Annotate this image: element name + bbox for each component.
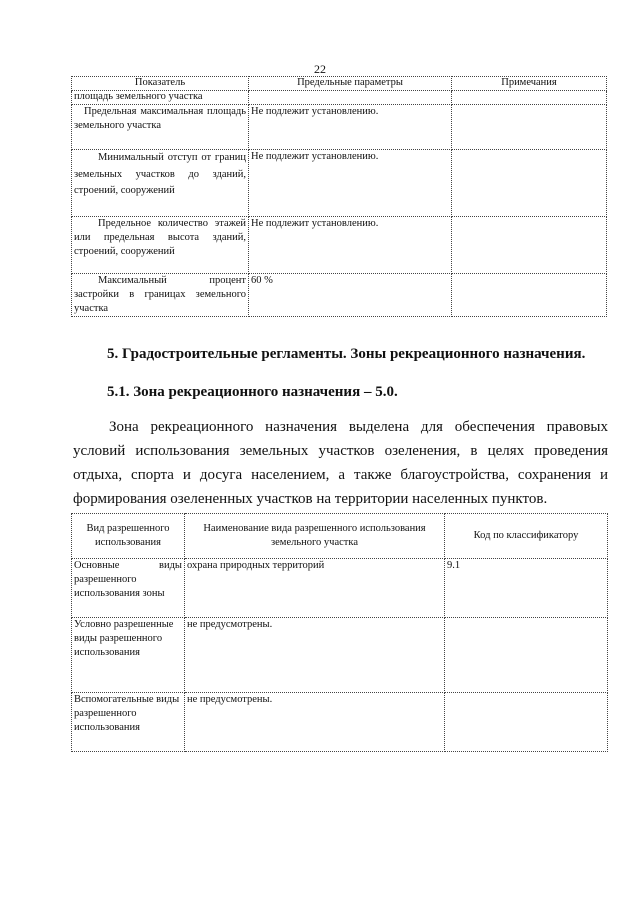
use-name-cell: не предусмотрены.	[185, 618, 445, 693]
indicator-cell	[72, 105, 249, 150]
params-cell	[249, 91, 452, 105]
column-header: Код по классификатору	[445, 514, 608, 559]
table-row	[72, 618, 608, 693]
table-row	[72, 91, 607, 105]
use-type-text: Основные виды разрешенного использования зоны	[74, 560, 182, 599]
indicator-cell: площадь земельного участка	[72, 91, 249, 105]
table-row	[72, 274, 607, 317]
notes-cell	[452, 150, 607, 217]
table-row	[72, 693, 608, 752]
column-header: Примечания	[452, 77, 607, 91]
use-type-cell	[72, 559, 185, 618]
section-heading: 5. Градостроительные регламенты. Зоны рекреационного назначения.	[107, 346, 586, 362]
table-header-row	[72, 77, 607, 91]
use-type-cell: Вспомогательные виды разрешенного использования	[72, 693, 185, 752]
permitted-use-table	[71, 513, 608, 752]
column-header: Предельные параметры	[249, 77, 452, 91]
notes-cell	[452, 274, 607, 317]
table-row	[72, 150, 607, 217]
params-cell: 60 %	[249, 274, 452, 317]
params-cell: Не подлежит установлению.	[249, 105, 452, 150]
indicator-text: Предельная максимальная площадь земельного участка	[74, 106, 246, 131]
code-cell	[445, 618, 608, 693]
indicator-cell	[72, 150, 249, 217]
table-row	[72, 105, 607, 150]
indicator-cell	[72, 217, 249, 274]
use-name-cell: не предусмотрены.	[185, 693, 445, 752]
notes-cell	[452, 217, 607, 274]
column-header: Наименование вида разрешенного использования земельного участка	[185, 514, 445, 559]
indicator-cell	[72, 274, 249, 317]
code-cell	[445, 693, 608, 752]
code-cell: 9.1	[445, 559, 608, 618]
use-type-cell: Условно разрешенные виды разрешенного использования	[72, 618, 185, 693]
subsection-heading: 5.1. Зона рекреационного назначения – 5.0.	[107, 384, 398, 400]
params-cell: Не подлежит установлению.	[249, 217, 452, 274]
column-header: Вид разрешенного использования	[72, 514, 185, 559]
notes-cell	[452, 105, 607, 150]
table-row	[72, 217, 607, 274]
indicator-text: Максимальный процент застройки в границах земельного участка	[74, 275, 246, 314]
indicator-text: Минимальный отступ от границ земельных участков до зданий, строений, сооружений	[74, 152, 246, 196]
indicator-text: Предельное количество этажей или предельная высота зданий, строений, сооружений	[74, 218, 246, 257]
use-name-cell: охрана природных территорий	[185, 559, 445, 618]
body-paragraph	[73, 415, 608, 511]
paragraph-text: Зона рекреационного назначения выделена для обеспечения правовых условий использования земельных участков озеленения, в целях проведения отдыха, спорта и досуга населением, а также благоустройства, сохранения и формирования озелененных участков на территории населенных пунктов.	[73, 419, 608, 507]
page-number: 22	[314, 62, 326, 76]
parameters-table	[71, 76, 607, 317]
table-row	[72, 559, 608, 618]
column-header: Показатель	[72, 77, 249, 91]
table-header-row	[72, 514, 608, 559]
notes-cell	[452, 91, 607, 105]
params-cell: Не подлежит установлению.	[249, 150, 452, 217]
